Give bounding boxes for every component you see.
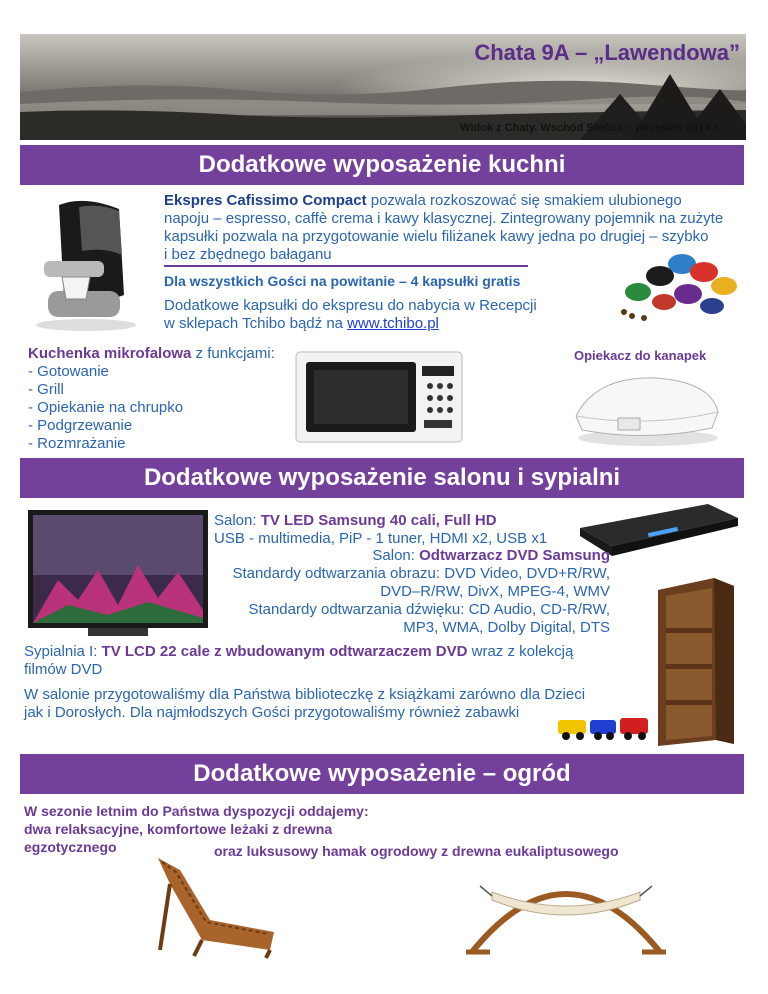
banner-title: Chata 9A – „Lawendowa”: [474, 40, 740, 65]
bedroom-line-2: filmów DVD: [24, 661, 103, 678]
garden-info: [24, 802, 619, 859]
garden-heading: Dodatkowe wyposażenie – ogród: [20, 754, 744, 794]
microwave-feature: - Rozmrażanie: [28, 435, 126, 452]
espresso-desc-4: i bez zbędnego bałaganu: [164, 246, 332, 263]
microwave-feature: - Grill: [28, 381, 64, 398]
microwave-feature: - Gotowanie: [28, 363, 109, 380]
coffee-capsules-image: [604, 236, 746, 326]
espresso-desc-2: napoju – espresso, caffè crema i kawy klasycznej. Zintegrowany pojemnik na zużyte: [164, 210, 724, 227]
sandwich-toaster-image: [566, 368, 726, 448]
welcome-offer: Dla wszystkich Gości na powitanie – 4 kapsułki gratis: [164, 273, 521, 289]
microwave-info: [28, 345, 275, 453]
capsules-line-2: w sklepach Tchibo bądź na: [164, 315, 348, 332]
garden-line-1: W sezonie letnim do Państwa dyspozycji oddajemy:: [24, 803, 369, 819]
dvd-line: Standardy odtwarzania obrazu: DVD Video, DVD+R/RW,: [232, 565, 610, 582]
capsules-line-1: Dodatkowe kapsułki do ekspresu do nabycia w Recepcji: [164, 297, 537, 314]
library-line-2: jak i Dorosłych. Dla najmłodszych Gości przygotowaliśmy również zabawki: [24, 704, 520, 721]
capsules-info: [164, 297, 537, 333]
toaster-label: Opiekacz do kanapek: [574, 348, 707, 363]
dvd-line: DVD–R/RW, DivX, MPEG-4, WMV: [380, 583, 610, 600]
dvd-info: [210, 547, 610, 637]
dvd-name: Odtwarzacz DVD Samsung: [419, 547, 610, 564]
espresso-name: Ekspres Cafissimo Compact: [164, 192, 367, 209]
microwave-name: Kuchenka mikrofalowa: [28, 345, 192, 362]
tchibo-link[interactable]: www.tchibo.pl: [347, 315, 439, 332]
dvd-line: MP3, WMA, Dolby Digital, DTS: [403, 619, 610, 636]
wooden-lounger-image: [150, 850, 280, 960]
tv-info: [214, 512, 547, 548]
dvd-prefix: Salon:: [372, 547, 420, 564]
bedroom-prefix: Sypialnia I:: [24, 643, 102, 660]
garden-line-2: dwa relaksacyjne, komfortowe leżaki z drewna: [24, 821, 333, 837]
tv-image: [28, 510, 208, 638]
library-line-1: W salonie przygotowaliśmy dla Państwa biblioteczkę z książkami zarówno dla Dzieci: [24, 686, 586, 703]
banner-caption: Widok z Chaty. Wschód Słońca – Wrzesień 2014 r.: [460, 122, 720, 134]
microwave-image: [294, 348, 466, 448]
microwave-feature: - Podgrzewanie: [28, 417, 133, 434]
kitchen-heading: Dodatkowe wyposażenie kuchni: [20, 145, 744, 185]
bedroom-tv-name: TV LCD 22 cale z wbudowanym odtwarzaczem DVD: [101, 643, 468, 660]
bedroom-info: [24, 643, 624, 679]
garden-line-3a: egzotycznego: [24, 839, 117, 855]
library-info: [24, 686, 644, 722]
hammock-image: [462, 856, 670, 956]
tv-specs: USB - multimedia, PiP - 1 tuner, HDMI x2, USB x1: [214, 530, 548, 547]
bookshelf-image: [654, 576, 738, 748]
espresso-machine-image: [24, 195, 144, 335]
living-heading: Dodatkowe wyposażenie salonu i sypialni: [20, 458, 744, 498]
toy-train-image: [556, 712, 652, 744]
tv-name: TV LED Samsung 40 cali, Full HD: [260, 512, 497, 529]
bedroom-suffix: wraz z kolekcją: [467, 643, 574, 660]
tv-prefix: Salon:: [214, 512, 261, 529]
microwave-feature: - Opiekanie na chrupko: [28, 399, 184, 416]
divider-line: [164, 265, 528, 267]
espresso-desc-1: pozwala rozkoszować się smakiem ulubionego: [366, 192, 682, 209]
espresso-desc-3: kapsułki pozwala na przygotowanie wielu filiżanek kawy jedna po drugiej – szybko: [164, 228, 709, 245]
garden-line-3b: oraz luksusowy hamak ogrodowy z drewna eukaliptusowego: [214, 843, 619, 859]
microwave-suffix: z funkcjami:: [191, 345, 275, 362]
dvd-line: Standardy odtwarzania dźwięku: CD Audio, CD-R/RW,: [248, 601, 610, 618]
